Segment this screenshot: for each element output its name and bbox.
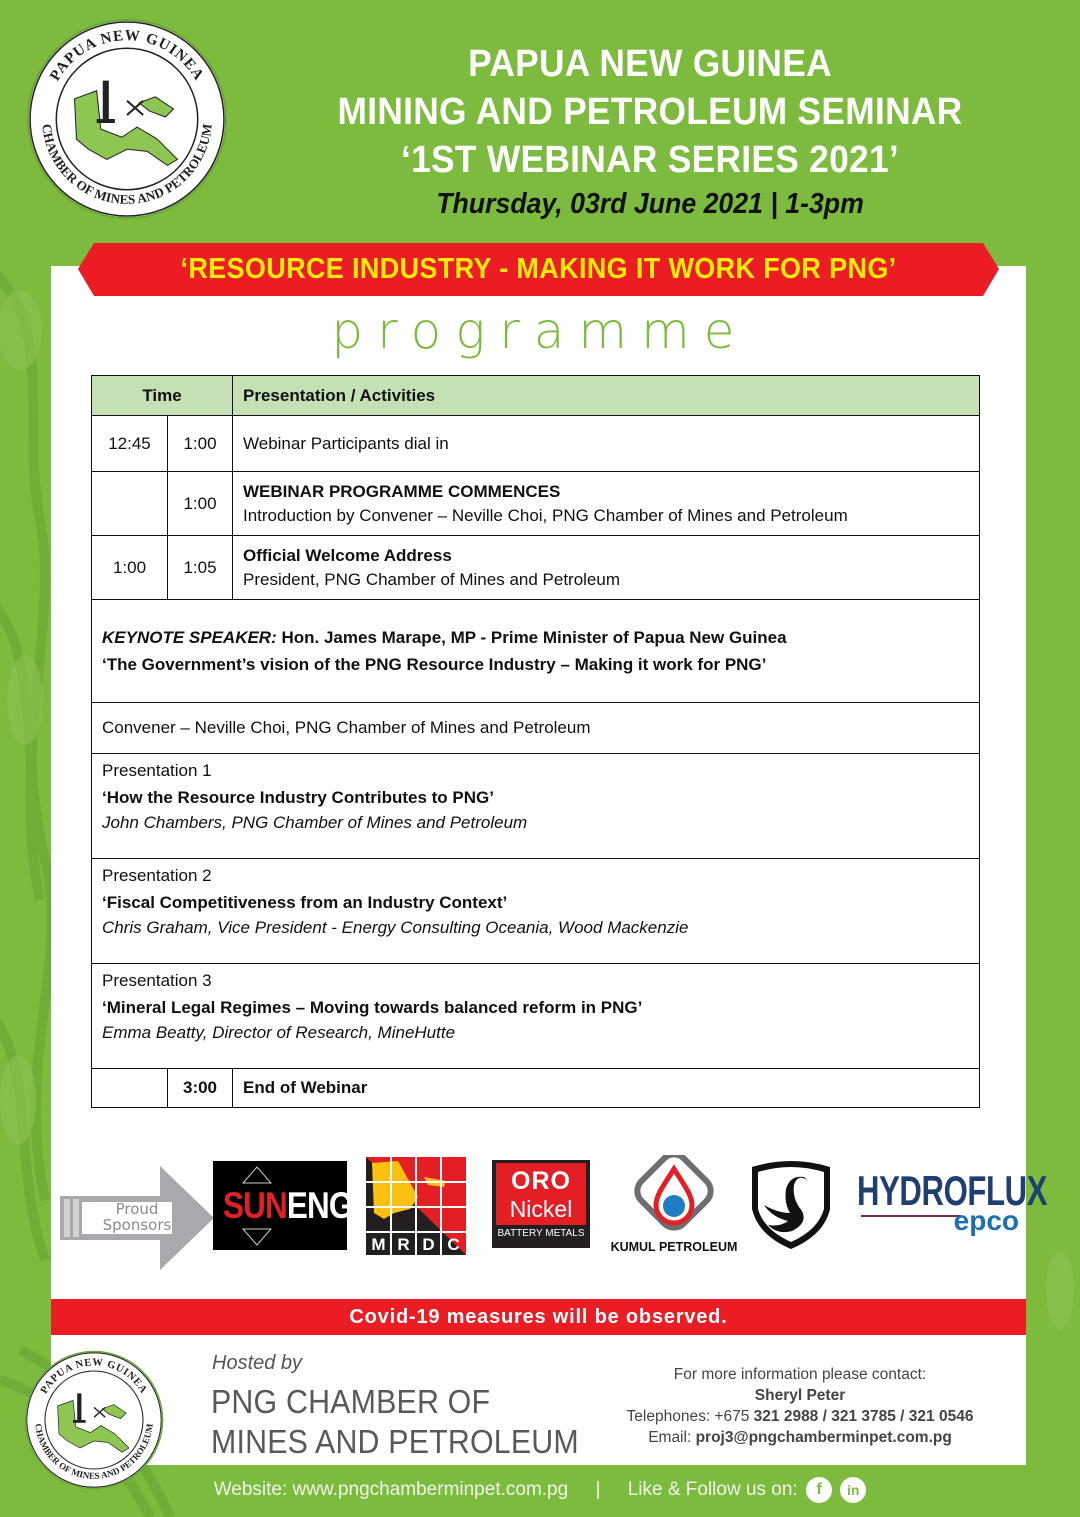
- event-header: [270, 40, 1030, 221]
- time-end: 1:00: [168, 416, 233, 472]
- mrdc-logo: [366, 1157, 466, 1255]
- activity-title: WEBINAR PROGRAMME COMMENCES: [243, 481, 561, 501]
- presentation-title: ‘Mineral Legal Regimes – Moving towards balanced reform in PNG’: [102, 998, 643, 1017]
- contact-info: [575, 1364, 1025, 1448]
- keynote-line: [102, 624, 979, 651]
- suneng-wordmark: [223, 1185, 353, 1227]
- png-chamber-logo: [26, 18, 228, 220]
- mrdc-letter: D: [422, 1235, 435, 1254]
- contact-phones: [575, 1406, 1025, 1427]
- keynote-cell: [92, 600, 980, 703]
- activity-text: End of Webinar: [233, 1069, 980, 1108]
- theme-ribbon: [78, 243, 999, 296]
- follow-label: Like & Follow us on:: [627, 1479, 798, 1500]
- covid-notice: Covid-19 measures will be observed.: [51, 1299, 1026, 1335]
- host-line-2: MINES AND PETROLEUM: [211, 1423, 579, 1460]
- time-start: [92, 1069, 168, 1108]
- phone-numbers[interactable]: 321 2988 / 321 3785 / 321 0546: [753, 1408, 974, 1425]
- title-line-3: ‘1ST WEBINAR SERIES 2021’: [401, 139, 899, 181]
- presentation-label: Presentation 3: [102, 971, 212, 990]
- activity-cell: [233, 536, 980, 600]
- hydroflux-underline: [861, 1215, 961, 1217]
- table-row: [92, 1069, 980, 1108]
- time-end: 1:05: [168, 536, 233, 600]
- suneng-logo: [213, 1161, 353, 1250]
- kumul-petroleum-logo: [604, 1155, 744, 1255]
- hydroflux-epco-logo: [857, 1167, 1048, 1247]
- suneng-part2: ENG: [286, 1185, 353, 1226]
- linkedin-icon[interactable]: in: [840, 1477, 866, 1503]
- table-header-row: [92, 376, 980, 416]
- phone-label: Telephones: +675: [626, 1408, 754, 1425]
- email-link[interactable]: proj3@pngchamberminpet.com.pg: [695, 1429, 952, 1446]
- presentation-label: Presentation 1: [102, 761, 212, 780]
- epco-wordmark: epco: [953, 1205, 1019, 1236]
- kumul-drop-icon: [604, 1155, 744, 1239]
- title-line-1: PAPUA NEW GUINEA: [468, 43, 832, 85]
- time-start: 1:00: [92, 536, 168, 600]
- keynote-topic: ‘The Government’s vision of the PNG Resource Industry – Making it work for PNG’: [102, 655, 767, 674]
- email-label: Email:: [648, 1429, 696, 1446]
- oro-nickel-logo: [492, 1160, 590, 1248]
- presentation-title: ‘Fiscal Competitiveness from an Industry Context’: [102, 893, 508, 912]
- presentation-cell: [92, 754, 980, 859]
- svg-text:PAPUA NEW GUINEA: PAPUA NEW GUINEA: [38, 1357, 150, 1396]
- contact-email: [575, 1427, 1025, 1448]
- svg-text:CHAMBER OF MINES AND PETROLEUM: CHAMBER OF MINES AND PETROLEUM: [39, 122, 215, 207]
- contact-intro: For more information please contact:: [673, 1366, 927, 1383]
- activity-text: Webinar Participants dial in: [233, 416, 980, 472]
- mrdc-letter: C: [447, 1235, 460, 1254]
- activity-text: President, PNG Chamber of Mines and Petroleum: [243, 569, 621, 589]
- hydroflux-wordmark: HYDROFLUX: [857, 1167, 1048, 1214]
- programme-table: [91, 375, 980, 1108]
- suneng-part1: SUN: [223, 1185, 287, 1226]
- oro-red-block: [496, 1163, 586, 1225]
- event-date: Thursday, 03rd June 2021 | 1-3pm: [436, 188, 864, 220]
- png-chamber-logo-footer: [24, 1350, 164, 1490]
- activity-title: Official Welcome Address: [243, 545, 452, 565]
- svg-text:PAPUA NEW GUINEA: PAPUA NEW GUINEA: [46, 26, 208, 84]
- presentation-speaker: Emma Beatty, Director of Research, MineHutte: [102, 1023, 456, 1042]
- presentation-row: [92, 859, 980, 964]
- presentation-title: ‘How the Resource Industry Contributes to PNG’: [102, 788, 494, 807]
- table-row: [92, 472, 980, 536]
- presentation-speaker: Chris Graham, Vice President - Energy Consulting Oceania, Wood Mackenzie: [102, 918, 689, 937]
- arrow-label-line2: Sponsors: [102, 1216, 172, 1234]
- oro-title: ORO: [511, 1167, 571, 1195]
- svg-text:CHAMBER OF MINES AND PETROLEUM: CHAMBER OF MINES AND PETROLEUM: [33, 1422, 155, 1481]
- kumul-wordmark: KUMUL PETROLEUM: [610, 1240, 738, 1254]
- header-time: Time: [92, 376, 233, 416]
- title-line-2: MINING AND PETROLEUM SEMINAR: [337, 91, 963, 133]
- time-end: 3:00: [168, 1069, 233, 1108]
- time-start: 12:45: [92, 416, 168, 472]
- hosted-by-label: Hosted by: [212, 1352, 303, 1374]
- convener-text: Convener – Neville Choi, PNG Chamber of Mines and Petroleum: [92, 703, 980, 754]
- table-row: [92, 536, 980, 600]
- keynote-speaker: Hon. James Marape, MP - Prime Minister of Papua New Guinea: [276, 628, 787, 647]
- website-link[interactable]: Website: www.pngchamberminpet.com.pg: [213, 1479, 569, 1500]
- host-organisation: [211, 1382, 579, 1462]
- activity-text: Introduction by Convener – Neville Choi, PNG Chamber of Mines and Petroleum: [243, 505, 848, 525]
- facebook-icon[interactable]: f: [806, 1477, 832, 1503]
- swan-shield-logo: [748, 1159, 834, 1250]
- contact-name: Sheryl Peter: [754, 1387, 846, 1404]
- presentation-row: [92, 754, 980, 859]
- programme-heading: programme: [331, 302, 749, 360]
- oro-subtitle: Nickel: [509, 1196, 573, 1222]
- proud-sponsors-arrow: [60, 1166, 216, 1270]
- host-line-1: PNG CHAMBER OF: [211, 1383, 491, 1420]
- mrdc-letter: R: [397, 1235, 410, 1254]
- presentation-label: Presentation 2: [102, 866, 212, 885]
- keynote-row: [92, 600, 980, 703]
- theme-title: ‘RESOURCE INDUSTRY - MAKING IT WORK FOR PNG’: [180, 253, 897, 285]
- header-activities: Presentation / Activities: [233, 376, 980, 416]
- oro-tagline: BATTERY METALS: [497, 1228, 585, 1239]
- presentation-cell: [92, 964, 980, 1069]
- website-bar: [0, 1476, 1080, 1504]
- convener-row: [92, 703, 980, 754]
- separator: |: [595, 1479, 601, 1500]
- presentation-row: [92, 964, 980, 1069]
- presentation-speaker: John Chambers, PNG Chamber of Mines and Petroleum: [102, 813, 528, 832]
- mrdc-letter: M: [371, 1235, 386, 1254]
- time-start: [92, 472, 168, 536]
- table-row: [92, 416, 980, 472]
- activity-cell: [233, 472, 980, 536]
- time-end: 1:00: [168, 472, 233, 536]
- presentation-cell: [92, 859, 980, 964]
- keynote-label: KEYNOTE SPEAKER:: [102, 628, 277, 647]
- arrow-label-line1: Proud: [115, 1200, 159, 1218]
